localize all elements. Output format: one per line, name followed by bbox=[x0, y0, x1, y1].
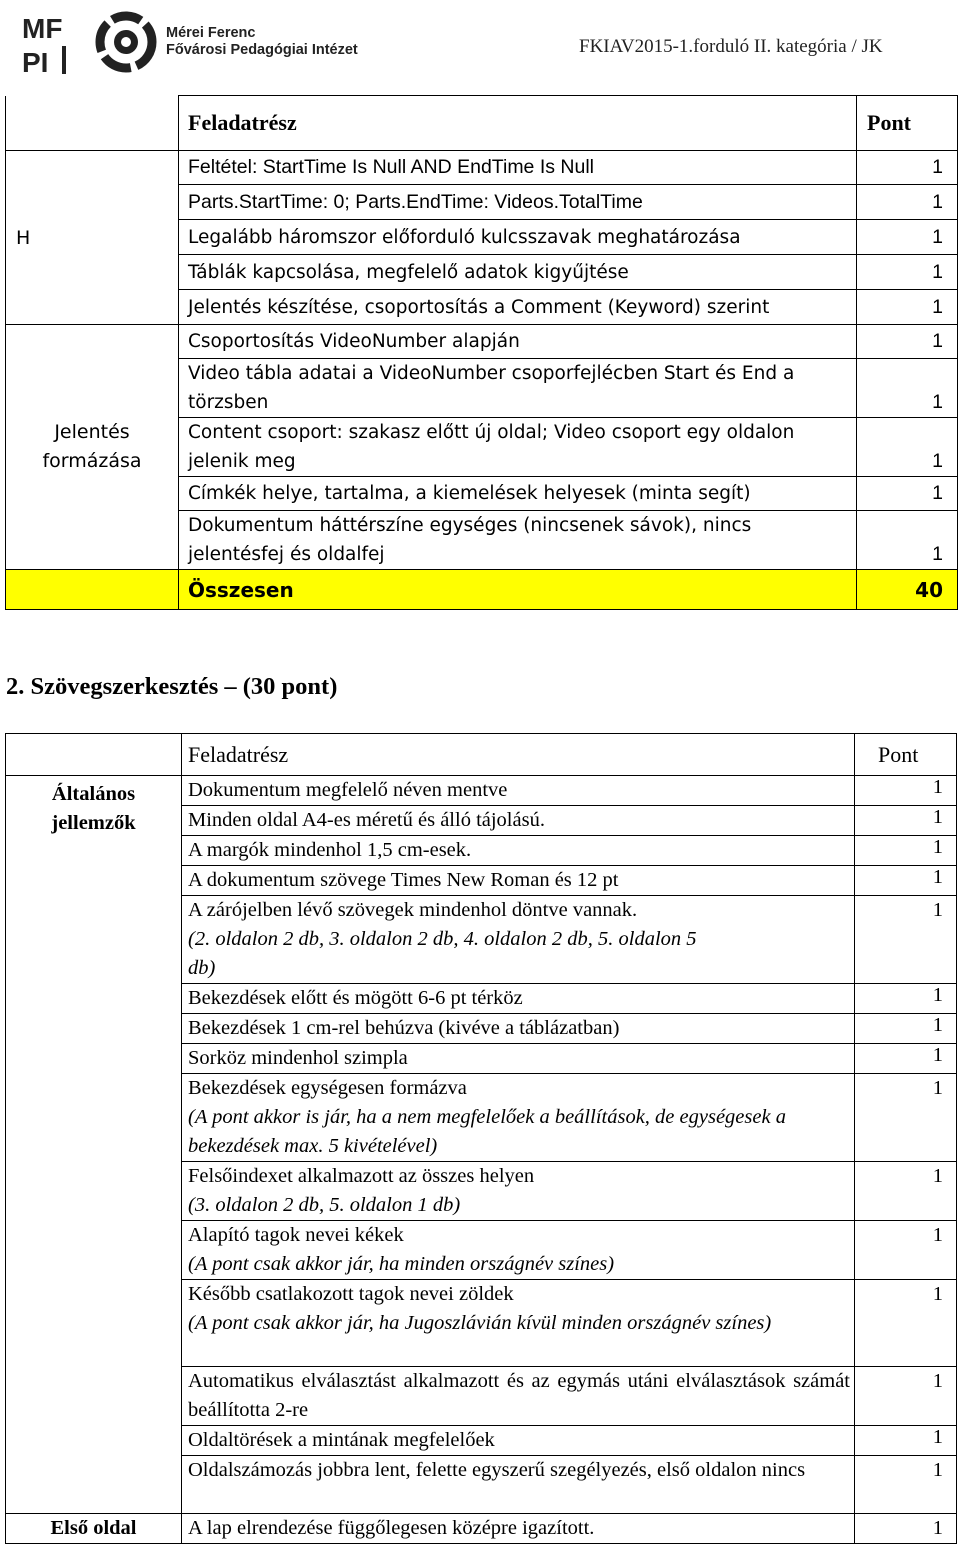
task-cell: Parts.StartTime: 0; Parts.EndTime: Videos.TotalTime bbox=[179, 185, 857, 220]
group-cell-empty bbox=[6, 734, 182, 776]
scoring-table-2 bbox=[5, 733, 957, 1544]
task-cell bbox=[182, 1074, 855, 1162]
points-cell: 1 bbox=[857, 325, 958, 359]
points-cell: 1 bbox=[855, 1456, 957, 1514]
task-note: (3. oldalon 2 db, 5. oldalon 1 db) bbox=[188, 1194, 461, 1216]
points-cell: 1 bbox=[855, 866, 957, 896]
task-text: Alapító tagok nevei kékek bbox=[188, 1224, 404, 1246]
points-cell: 1 bbox=[857, 220, 958, 255]
points-cell: 1 bbox=[857, 359, 958, 418]
task-note: (A pont akkor is jár, ha a nem megfelelőek a beállítások, de egységesek a bekezdések max. 5 kivételével) bbox=[188, 1106, 786, 1157]
task-text: Később csatlakozott tagok nevei zöldek bbox=[188, 1283, 514, 1305]
total-label: Összesen bbox=[179, 570, 857, 610]
points-cell: 1 bbox=[855, 1044, 957, 1074]
task-cell: Feltétel: StartTime Is Null AND EndTime Is Null bbox=[179, 151, 857, 185]
task-note: (A pont csak akkor jár, ha minden országnév színes) bbox=[188, 1253, 615, 1275]
points-cell: 1 bbox=[857, 255, 958, 290]
points-cell: 1 bbox=[855, 1014, 957, 1044]
task-note: (2. oldalon 2 db, 3. oldalon 2 db, 4. oldalon 2 db, 5. oldalon 5 db) bbox=[188, 928, 697, 979]
task-cell: Dokumentum megfelelő néven mentve bbox=[182, 776, 855, 806]
points-cell: 1 bbox=[855, 896, 957, 984]
points-cell: 1 bbox=[855, 1514, 957, 1544]
task-cell: A lap elrendezése függőlegesen középre igazított. bbox=[182, 1514, 855, 1544]
mfpi-logo bbox=[22, 8, 162, 80]
task-cell: A margók mindenhol 1,5 cm-esek. bbox=[182, 836, 855, 866]
page-header bbox=[0, 0, 960, 100]
task-cell: Sorköz mindenhol szimpla bbox=[182, 1044, 855, 1074]
svg-text:PI: PI bbox=[22, 47, 49, 78]
task-text: A zárójelben lévő szövegek mindenhol döntve vannak. bbox=[188, 899, 638, 921]
points-cell: 1 bbox=[857, 477, 958, 511]
task-cell bbox=[182, 1221, 855, 1280]
institute-line-1: Mérei Ferenc bbox=[166, 25, 256, 41]
header-points: Pont bbox=[857, 96, 958, 151]
points-cell: 1 bbox=[855, 1280, 957, 1367]
task-cell: Video tábla adatai a VideoNumber csoporfejlécben Start és End a törzsben bbox=[179, 359, 857, 418]
task-cell: Legalább háromszor előforduló kulcsszavak meghatározása bbox=[179, 220, 857, 255]
points-cell: 1 bbox=[855, 1221, 957, 1280]
points-cell: 1 bbox=[855, 1426, 957, 1456]
task-cell: Jelentés készítése, csoportosítás a Comment (Keyword) szerint bbox=[179, 290, 857, 325]
task-cell: Bekezdések 1 cm-rel behúzva (kivéve a táblázatban) bbox=[182, 1014, 855, 1044]
points-cell: 1 bbox=[857, 418, 958, 477]
total-value: 40 bbox=[857, 570, 958, 610]
task-text: Bekezdések egységesen formázva bbox=[188, 1077, 467, 1099]
total-empty-cell bbox=[6, 570, 179, 610]
task-cell: Csoportosítás VideoNumber alapján bbox=[179, 325, 857, 359]
group-label-report-format: Jelentés formázása bbox=[6, 325, 179, 570]
task-cell: Dokumentum háttérszíne egységes (nincsenek sávok), nincs jelentésfej és oldalfej bbox=[179, 511, 857, 570]
points-cell: 1 bbox=[857, 151, 958, 185]
group-label-general bbox=[6, 776, 182, 1514]
task-cell: Minden oldal A4-es méretű és álló tájolású. bbox=[182, 806, 855, 836]
task-cell: Bekezdések előtt és mögött 6-6 pt térköz bbox=[182, 984, 855, 1014]
points-cell: 1 bbox=[855, 776, 957, 806]
points-cell: 1 bbox=[855, 1074, 957, 1162]
group-label-h: H bbox=[6, 151, 179, 325]
points-cell: 1 bbox=[855, 1162, 957, 1221]
points-cell: 1 bbox=[857, 185, 958, 220]
task-cell: A dokumentum szövege Times New Roman és 12 pt bbox=[182, 866, 855, 896]
task-cell: Oldalszámozás jobbra lent, felette egyszerű szegélyezés, első oldalon nincs bbox=[182, 1456, 855, 1514]
task-cell bbox=[182, 896, 855, 984]
header-points: Pont bbox=[855, 734, 957, 776]
task-cell: Táblák kapcsolása, megfelelő adatok kigyűjtése bbox=[179, 255, 857, 290]
section-2-title: 2. Szövegszerkesztés – (30 pont) bbox=[6, 673, 338, 700]
header-task: Feladatrész bbox=[182, 734, 855, 776]
points-cell: 1 bbox=[855, 836, 957, 866]
document-code: FKIAV2015-1.forduló II. kategória / JK bbox=[579, 36, 883, 57]
task-cell bbox=[182, 1280, 855, 1367]
scoring-table-1 bbox=[5, 95, 958, 610]
group-label-general-text: Általános jellemzők bbox=[51, 783, 136, 834]
points-cell: 1 bbox=[857, 290, 958, 325]
task-cell: Címkék helye, tartalma, a kiemelések helyesek (minta segít) bbox=[179, 477, 857, 511]
points-cell: 1 bbox=[855, 984, 957, 1014]
institute-line-2: Fővárosi Pedagógiai Intézet bbox=[166, 42, 358, 58]
task-cell: Automatikus elválasztást alkalmazott és az egymás utáni elválasztások számát beállította 2-re bbox=[182, 1367, 855, 1426]
header-task: Feladatrész bbox=[179, 96, 857, 151]
points-cell: 1 bbox=[857, 511, 958, 570]
group-cell-empty bbox=[6, 96, 179, 151]
points-cell: 1 bbox=[855, 1367, 957, 1426]
task-cell bbox=[182, 1162, 855, 1221]
task-text: Felsőindexet alkalmazott az összes helyen bbox=[188, 1165, 535, 1187]
institute-name bbox=[166, 25, 358, 59]
task-cell: Oldaltörések a mintának megfelelőek bbox=[182, 1426, 855, 1456]
task-note: (A pont csak akkor jár, ha Jugoszlávián kívül minden országnév színes) bbox=[188, 1312, 772, 1334]
svg-text:MF: MF bbox=[22, 13, 63, 44]
group-label-first-page: Első oldal bbox=[6, 1514, 182, 1544]
points-cell: 1 bbox=[855, 806, 957, 836]
task-cell: Content csoport: szakasz előtt új oldal; Video csoport egy oldalon jelenik meg bbox=[179, 418, 857, 477]
